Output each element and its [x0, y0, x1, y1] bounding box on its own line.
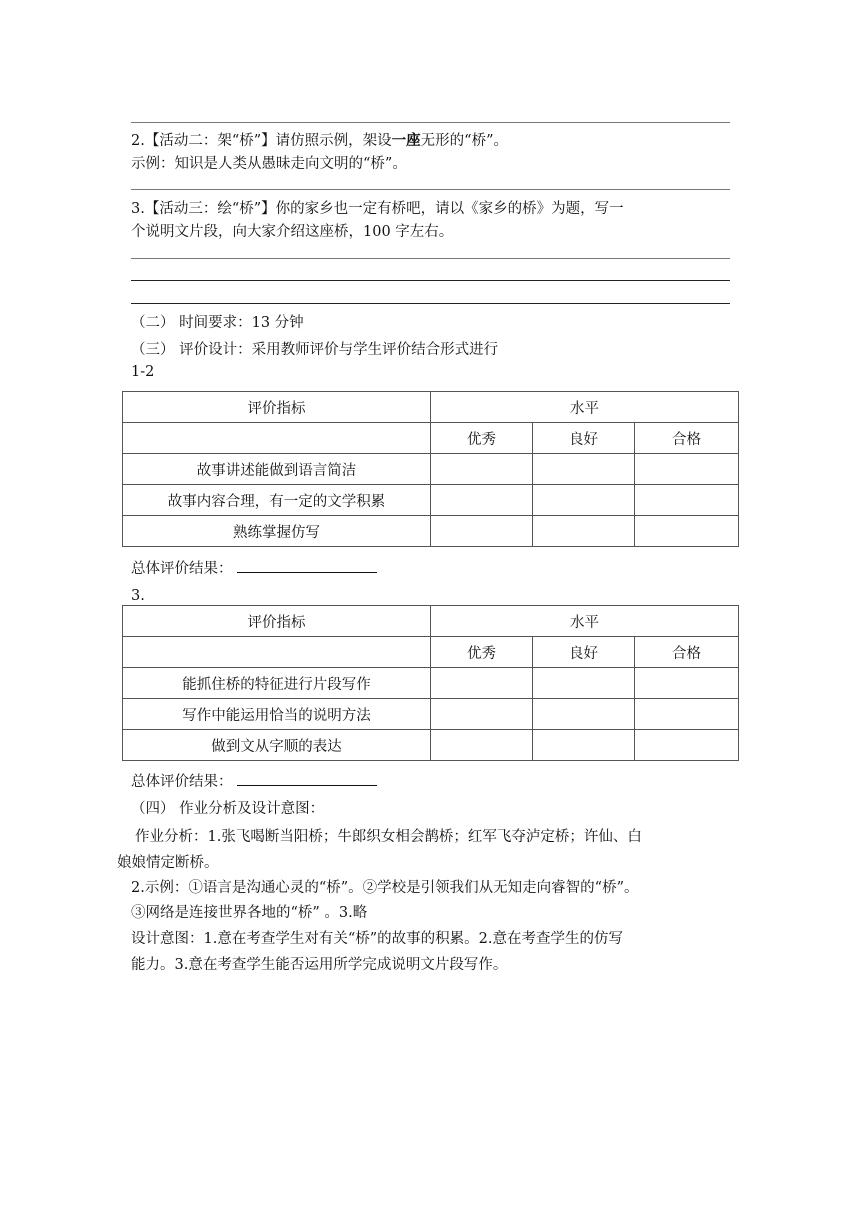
rating-cell: [635, 454, 739, 485]
header-indicator: 评价指标: [123, 392, 431, 423]
activity2-example: 示例：知识是人类从愚昧走向文明的“桥”。: [131, 156, 407, 172]
evaluation-design: （三） 评价设计：采用教师评价与学生评价结合形式进行: [131, 342, 499, 358]
activity2-prompt: [131, 131, 508, 151]
table1-label: 1-2: [131, 364, 155, 380]
table-row: [123, 392, 739, 423]
indicator-cell: 做到文从字顺的表达: [123, 730, 431, 761]
activity3-prompt-line1: 3.【活动三：绘“桥”】你的家乡也一定有桥吧，请以《家乡的桥》为题，写一: [131, 201, 624, 217]
table-row: [123, 516, 739, 547]
level-excellent: 优秀: [431, 423, 533, 454]
rating-cell: [431, 730, 533, 761]
answer-line: [131, 303, 730, 304]
level-pass: 合格: [635, 423, 739, 454]
level-good: 良好: [533, 423, 635, 454]
analysis-line: ③网络是连接世界各地的“桥” 。3.略: [131, 905, 368, 921]
analysis-heading: （四） 作业分析及设计意图：: [131, 801, 325, 817]
total-result-label: 总体评价结果：: [131, 774, 233, 790]
table-row: [123, 423, 739, 454]
time-requirement: （二） 时间要求：13 分钟: [131, 315, 304, 331]
rating-cell: [431, 516, 533, 547]
activity2-prompt-end: 无形的“桥”。: [420, 133, 508, 149]
total-result-label: 总体评价结果：: [131, 561, 233, 577]
answer-line: [131, 280, 730, 281]
design-intent-line: 能力。3.意在考查学生能否运用所学完成说明文片段写作。: [131, 957, 508, 973]
activity2-bold-text: 一座: [391, 132, 421, 149]
table-row: [123, 699, 739, 730]
table-row: [123, 637, 739, 668]
table-row: [123, 730, 739, 761]
table-row: [123, 606, 739, 637]
level-pass: 合格: [635, 637, 739, 668]
indicator-cell: 故事讲述能做到语言简洁: [123, 454, 431, 485]
rating-cell: [635, 730, 739, 761]
activity3-prompt-line2: 个说明文片段，向大家介绍这座桥，100 字左右。: [131, 224, 454, 240]
table-cell: [123, 637, 431, 668]
rating-cell: [533, 730, 635, 761]
analysis-line: 娘娘情定断桥。: [117, 855, 219, 871]
rating-cell: [533, 485, 635, 516]
table-row: [123, 668, 739, 699]
rating-cell: [635, 516, 739, 547]
header-indicator: 评价指标: [123, 606, 431, 637]
table-row: [123, 454, 739, 485]
indicator-cell: 熟练掌握仿写: [123, 516, 431, 547]
rating-cell: [533, 516, 635, 547]
table-row: [123, 485, 739, 516]
header-level: 水平: [431, 392, 739, 423]
level-good: 良好: [533, 637, 635, 668]
indicator-cell: 能抓住桥的特征进行片段写作: [123, 668, 431, 699]
indicator-cell: 写作中能运用恰当的说明方法: [123, 699, 431, 730]
rating-cell: [431, 454, 533, 485]
rating-cell: [431, 485, 533, 516]
rating-cell: [635, 668, 739, 699]
analysis-line: 作业分析：1.张飞喝断当阳桥；牛郎织女相会鹊桥；红军飞夺泸定桥；许仙、白: [135, 829, 642, 845]
table2-label: 3.: [131, 588, 145, 604]
rating-cell: [431, 699, 533, 730]
activity2-prompt-text: 2.【活动二：架“桥”】请仿照示例，架设: [131, 133, 392, 149]
rating-cell: [431, 668, 533, 699]
divider-line: [131, 122, 730, 123]
answer-line: [131, 258, 730, 259]
evaluation-table-1: [122, 391, 739, 547]
answer-line: [131, 189, 730, 190]
analysis-line: 2.示例：①语言是沟通心灵的“桥”。②学校是引领我们从无知走向睿智的“桥”。: [131, 880, 639, 896]
rating-cell: [635, 485, 739, 516]
rating-cell: [533, 699, 635, 730]
total-result-blank: [237, 771, 377, 786]
table-cell: [123, 423, 431, 454]
evaluation-table-2: [122, 605, 739, 761]
header-level: 水平: [431, 606, 739, 637]
total-result-2: [131, 770, 377, 791]
total-result-blank: [237, 558, 377, 573]
rating-cell: [533, 668, 635, 699]
level-excellent: 优秀: [431, 637, 533, 668]
indicator-cell: 故事内容合理，有一定的文学积累: [123, 485, 431, 516]
total-result-1: [131, 557, 377, 578]
rating-cell: [533, 454, 635, 485]
design-intent-line: 设计意图：1.意在考查学生对有关“桥”的故事的积累。2.意在考查学生的仿写: [131, 931, 623, 947]
rating-cell: [635, 699, 739, 730]
